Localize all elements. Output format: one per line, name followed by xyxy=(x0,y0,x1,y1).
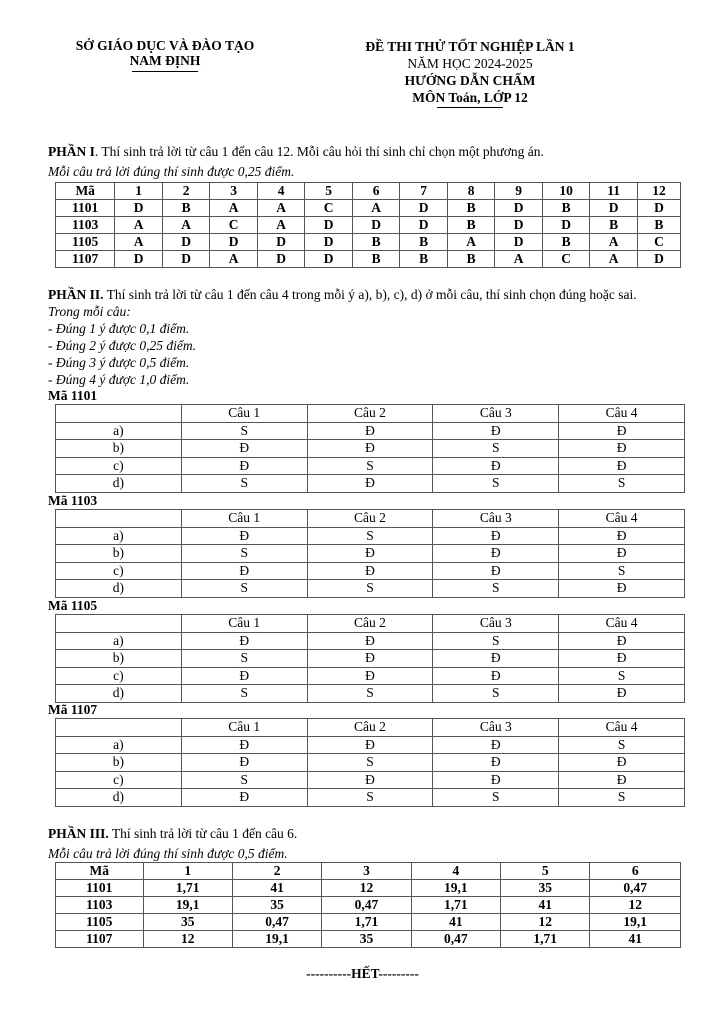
table-cell: D xyxy=(495,200,543,217)
table-cell: 1,71 xyxy=(411,897,500,914)
table-cell: D xyxy=(637,251,680,268)
table-cell: b) xyxy=(56,754,182,772)
part1-table xyxy=(55,182,681,268)
table-cell: Đ xyxy=(181,527,307,545)
table-cell: A xyxy=(257,200,305,217)
ma-1107-table xyxy=(55,718,685,807)
table-cell: D xyxy=(162,251,210,268)
part1-title: PHẦN I. Thí sinh trả lời từ câu 1 đến câu 12. Mỗi câu hỏi thí sinh chỉ chọn một phương án. xyxy=(48,144,544,159)
table-header-cell: Câu 2 xyxy=(307,405,433,423)
table-cell: Đ xyxy=(433,422,559,440)
part3-note: Mỗi câu trả lời đúng thí sinh được 0,5 điểm. xyxy=(48,846,288,861)
table-header-cell: Mã xyxy=(56,863,144,880)
table-cell: 1101 xyxy=(56,200,115,217)
table-cell: Đ xyxy=(559,457,685,475)
table-header-cell: 8 xyxy=(447,183,495,200)
table-header-cell: 10 xyxy=(542,183,590,200)
table-cell: A xyxy=(210,200,258,217)
table-cell: 19,1 xyxy=(590,914,681,931)
table-header-cell: Câu 4 xyxy=(559,615,685,633)
table-cell: 1103 xyxy=(56,217,115,234)
table-cell: B xyxy=(447,200,495,217)
table-cell: S xyxy=(307,754,433,772)
table-header-cell: 1 xyxy=(115,183,163,200)
table-cell: Đ xyxy=(559,685,685,703)
table-row xyxy=(56,545,685,563)
table-row xyxy=(56,457,685,475)
table-cell: A xyxy=(447,234,495,251)
table-cell: B xyxy=(400,234,448,251)
header-right-underline xyxy=(437,107,503,108)
table-cell: Đ xyxy=(433,667,559,685)
table-row xyxy=(56,650,685,668)
table-cell: S xyxy=(433,789,559,807)
table-cell: Đ xyxy=(307,422,433,440)
part2-note-1: - Đúng 1 ý được 0,1 điểm. xyxy=(48,321,190,336)
table-cell: D xyxy=(257,251,305,268)
table-cell: 1103 xyxy=(56,897,144,914)
table-cell: Đ xyxy=(559,771,685,789)
subject-line: MÔN Toán, LỚP 12 xyxy=(412,90,528,105)
table-header-cell: 3 xyxy=(322,863,411,880)
table-cell: Đ xyxy=(181,789,307,807)
ma-1103-label: Mã 1103 xyxy=(48,493,98,508)
table-cell: A xyxy=(495,251,543,268)
table-cell: Đ xyxy=(307,650,433,668)
table-header-cell: 4 xyxy=(257,183,305,200)
table-cell: D xyxy=(542,217,590,234)
table-row xyxy=(56,251,681,268)
header-left xyxy=(52,38,278,72)
table-cell: Đ xyxy=(307,475,433,493)
table-row xyxy=(56,632,685,650)
table-cell: a) xyxy=(56,422,182,440)
table-cell: 19,1 xyxy=(411,880,500,897)
table-cell: B xyxy=(447,217,495,234)
table-cell: C xyxy=(210,217,258,234)
table-header-cell: 7 xyxy=(400,183,448,200)
ma-1101-label: Mã 1101 xyxy=(48,388,98,403)
table-header-cell: 5 xyxy=(305,183,353,200)
table-cell: A xyxy=(162,217,210,234)
table-cell: 1,71 xyxy=(143,880,232,897)
table-header-row xyxy=(56,863,681,880)
table-cell: S xyxy=(559,667,685,685)
table-cell: 41 xyxy=(411,914,500,931)
part3-table xyxy=(55,862,681,948)
table-cell: 41 xyxy=(232,880,321,897)
table-cell: A xyxy=(590,234,638,251)
table-row xyxy=(56,440,685,458)
table-cell: 12 xyxy=(143,931,232,948)
table-header-cell xyxy=(56,615,182,633)
table-cell: A xyxy=(115,217,163,234)
table-cell: Đ xyxy=(307,736,433,754)
table-cell: B xyxy=(542,234,590,251)
table-header-cell: 2 xyxy=(162,183,210,200)
table-cell: Đ xyxy=(181,457,307,475)
table-cell: 1,71 xyxy=(322,914,411,931)
table-cell: d) xyxy=(56,580,182,598)
table-header-cell: Câu 2 xyxy=(307,615,433,633)
table-cell: S xyxy=(181,771,307,789)
table-cell: S xyxy=(307,580,433,598)
school-year: NĂM HỌC 2024-2025 xyxy=(407,56,533,71)
table-cell: B xyxy=(352,234,400,251)
table-cell: S xyxy=(307,457,433,475)
table-header-cell: 1 xyxy=(143,863,232,880)
table-cell: b) xyxy=(56,545,182,563)
table-cell: 35 xyxy=(143,914,232,931)
table-header-cell: Câu 2 xyxy=(307,510,433,528)
table-cell: Đ xyxy=(181,632,307,650)
table-cell: 12 xyxy=(322,880,411,897)
exam-title: ĐỀ THI THỬ TỐT NGHIỆP LẦN 1 xyxy=(365,39,575,54)
table-cell: Đ xyxy=(307,440,433,458)
table-row xyxy=(56,736,685,754)
table-cell: D xyxy=(637,200,680,217)
table-header-row xyxy=(56,615,685,633)
table-cell: S xyxy=(307,789,433,807)
table-header-cell: 6 xyxy=(352,183,400,200)
table-cell: c) xyxy=(56,562,182,580)
table-row xyxy=(56,422,685,440)
table-cell: 0,47 xyxy=(411,931,500,948)
table-header-cell: Câu 4 xyxy=(559,719,685,737)
table-row xyxy=(56,754,685,772)
table-cell: S xyxy=(181,580,307,598)
table-cell: Đ xyxy=(181,440,307,458)
table-cell: 35 xyxy=(322,931,411,948)
table-header-row xyxy=(56,183,681,200)
table-cell: 0,47 xyxy=(590,880,681,897)
table-header-cell: 4 xyxy=(411,863,500,880)
table-cell: A xyxy=(590,251,638,268)
part2-title: PHẦN II. Thí sinh trả lời từ câu 1 đến câu 4 trong mỗi ý a), b), c), d) ở mỗi câu, thí sinh chọn đúng hoặc sai. xyxy=(48,287,637,302)
part1-note: Mỗi câu trả lời đúng thí sinh được 0,25 điểm. xyxy=(48,164,295,179)
table-cell: Đ xyxy=(433,736,559,754)
table-row xyxy=(56,771,685,789)
table-cell: a) xyxy=(56,632,182,650)
table-row xyxy=(56,914,681,931)
table-cell: B xyxy=(400,251,448,268)
table-cell: 19,1 xyxy=(143,897,232,914)
grading-guide-title: HƯỚNG DẪN CHẤM xyxy=(404,73,536,88)
table-cell: D xyxy=(115,200,163,217)
table-header-cell: Câu 2 xyxy=(307,719,433,737)
table-cell: C xyxy=(305,200,353,217)
table-cell: b) xyxy=(56,440,182,458)
table-cell: Đ xyxy=(559,545,685,563)
table-cell: 41 xyxy=(501,897,590,914)
table-cell: Đ xyxy=(181,736,307,754)
table-cell: B xyxy=(162,200,210,217)
table-cell: 41 xyxy=(590,931,681,948)
table-cell: D xyxy=(495,234,543,251)
end-marker: ----------HẾT--------- xyxy=(306,966,419,981)
table-cell: D xyxy=(210,234,258,251)
table-header-cell: 6 xyxy=(590,863,681,880)
table-cell: D xyxy=(590,200,638,217)
table-cell: Đ xyxy=(559,650,685,668)
ma-1101-table xyxy=(55,404,685,493)
part3-title: PHẦN III. Thí sinh trả lời từ câu 1 đến câu 6. xyxy=(48,826,298,841)
table-cell: 1107 xyxy=(56,251,115,268)
table-cell: S xyxy=(559,736,685,754)
header-right xyxy=(315,38,625,108)
table-header-row xyxy=(56,719,685,737)
table-cell: Đ xyxy=(181,754,307,772)
province-name: NAM ĐỊNH xyxy=(129,53,201,68)
department-name: SỞ GIÁO DỤC VÀ ĐÀO TẠO xyxy=(75,38,255,53)
table-cell: D xyxy=(352,217,400,234)
table-row xyxy=(56,580,685,598)
table-cell: D xyxy=(305,217,353,234)
table-cell: Đ xyxy=(433,650,559,668)
header-left-underline xyxy=(132,71,198,72)
table-header-row xyxy=(56,405,685,423)
table-cell: S xyxy=(181,685,307,703)
table-cell: Đ xyxy=(433,545,559,563)
table-cell: B xyxy=(542,200,590,217)
table-cell: S xyxy=(433,440,559,458)
ma-1105-table xyxy=(55,614,685,703)
table-header-row xyxy=(56,510,685,528)
table-row xyxy=(56,897,681,914)
table-cell: D xyxy=(115,251,163,268)
table-cell: D xyxy=(400,200,448,217)
table-cell: S xyxy=(181,545,307,563)
table-cell: A xyxy=(257,217,305,234)
table-cell: d) xyxy=(56,789,182,807)
table-row xyxy=(56,475,685,493)
table-cell: Đ xyxy=(307,667,433,685)
table-cell: Đ xyxy=(307,545,433,563)
table-cell: d) xyxy=(56,685,182,703)
ma-1107-label: Mã 1107 xyxy=(48,702,98,717)
table-header-cell: 5 xyxy=(501,863,590,880)
table-cell: 1105 xyxy=(56,234,115,251)
table-cell: D xyxy=(495,217,543,234)
table-cell: a) xyxy=(56,527,182,545)
table-cell: b) xyxy=(56,650,182,668)
part2-note-3: - Đúng 3 ý được 0,5 điểm. xyxy=(48,355,190,370)
table-header-cell: 11 xyxy=(590,183,638,200)
table-header-cell xyxy=(56,510,182,528)
table-cell: S xyxy=(181,422,307,440)
table-cell: Đ xyxy=(433,771,559,789)
table-header-cell: 3 xyxy=(210,183,258,200)
table-header-cell: Câu 4 xyxy=(559,405,685,423)
table-header-cell: 2 xyxy=(232,863,321,880)
table-header-cell: Mã xyxy=(56,183,115,200)
table-header-cell: Câu 1 xyxy=(181,719,307,737)
table-cell: 1101 xyxy=(56,880,144,897)
table-cell: Đ xyxy=(559,527,685,545)
table-header-cell: Câu 1 xyxy=(181,510,307,528)
table-cell: Đ xyxy=(559,754,685,772)
table-cell: C xyxy=(542,251,590,268)
table-row xyxy=(56,527,685,545)
table-row xyxy=(56,217,681,234)
table-cell: Đ xyxy=(433,457,559,475)
table-header-cell: Câu 3 xyxy=(433,405,559,423)
table-cell: 12 xyxy=(501,914,590,931)
table-header-cell: Câu 1 xyxy=(181,615,307,633)
table-cell: 1105 xyxy=(56,914,144,931)
table-cell: Đ xyxy=(181,667,307,685)
table-cell: A xyxy=(352,200,400,217)
table-cell: c) xyxy=(56,667,182,685)
table-cell: Đ xyxy=(433,527,559,545)
ma-1103-table xyxy=(55,509,685,598)
table-cell: a) xyxy=(56,736,182,754)
table-cell: B xyxy=(352,251,400,268)
part2-note-2: - Đúng 2 ý được 0,25 điểm. xyxy=(48,338,197,353)
table-row xyxy=(56,880,681,897)
table-cell: S xyxy=(307,527,433,545)
table-cell: B xyxy=(590,217,638,234)
table-cell: D xyxy=(162,234,210,251)
table-cell: Đ xyxy=(181,562,307,580)
table-header-cell: Câu 1 xyxy=(181,405,307,423)
table-cell: 12 xyxy=(590,897,681,914)
table-cell: Đ xyxy=(307,771,433,789)
table-cell: 35 xyxy=(501,880,590,897)
table-header-cell: Câu 3 xyxy=(433,719,559,737)
table-cell: S xyxy=(181,475,307,493)
table-cell: Đ xyxy=(559,422,685,440)
table-row xyxy=(56,200,681,217)
table-cell: S xyxy=(559,789,685,807)
table-cell: c) xyxy=(56,457,182,475)
table-cell: S xyxy=(307,685,433,703)
table-cell: S xyxy=(559,475,685,493)
table-cell: 1,71 xyxy=(501,931,590,948)
table-cell: Đ xyxy=(559,440,685,458)
part2-note-4: - Đúng 4 ý được 1,0 điểm. xyxy=(48,372,190,387)
table-cell: A xyxy=(210,251,258,268)
table-cell: S xyxy=(181,650,307,668)
table-cell: Đ xyxy=(433,562,559,580)
table-header-cell: 9 xyxy=(495,183,543,200)
table-cell: B xyxy=(637,217,680,234)
table-cell: Đ xyxy=(307,562,433,580)
table-row xyxy=(56,789,685,807)
table-cell: 0,47 xyxy=(322,897,411,914)
table-header-cell xyxy=(56,405,182,423)
table-cell: D xyxy=(400,217,448,234)
table-cell: 0,47 xyxy=(232,914,321,931)
table-cell: D xyxy=(257,234,305,251)
table-cell: 19,1 xyxy=(232,931,321,948)
table-cell: S xyxy=(433,685,559,703)
table-cell: S xyxy=(433,475,559,493)
table-header-cell: Câu 3 xyxy=(433,615,559,633)
table-header-cell xyxy=(56,719,182,737)
table-cell: Đ xyxy=(433,754,559,772)
table-row xyxy=(56,562,685,580)
table-cell: Đ xyxy=(559,580,685,598)
table-cell: d) xyxy=(56,475,182,493)
table-cell: S xyxy=(559,562,685,580)
table-cell: S xyxy=(433,632,559,650)
part2-note-0: Trong mỗi câu: xyxy=(48,304,131,319)
table-cell: B xyxy=(447,251,495,268)
table-cell: 35 xyxy=(232,897,321,914)
table-header-cell: Câu 3 xyxy=(433,510,559,528)
table-cell: A xyxy=(115,234,163,251)
table-row xyxy=(56,685,685,703)
table-cell: 1107 xyxy=(56,931,144,948)
table-row xyxy=(56,234,681,251)
table-cell: D xyxy=(305,234,353,251)
table-cell: Đ xyxy=(307,632,433,650)
table-row xyxy=(56,931,681,948)
table-header-cell: Câu 4 xyxy=(559,510,685,528)
table-cell: c) xyxy=(56,771,182,789)
ma-1105-label: Mã 1105 xyxy=(48,598,98,613)
table-cell: Đ xyxy=(559,632,685,650)
table-row xyxy=(56,667,685,685)
table-cell: S xyxy=(433,580,559,598)
table-header-cell: 12 xyxy=(637,183,680,200)
table-cell: C xyxy=(637,234,680,251)
table-cell: D xyxy=(305,251,353,268)
